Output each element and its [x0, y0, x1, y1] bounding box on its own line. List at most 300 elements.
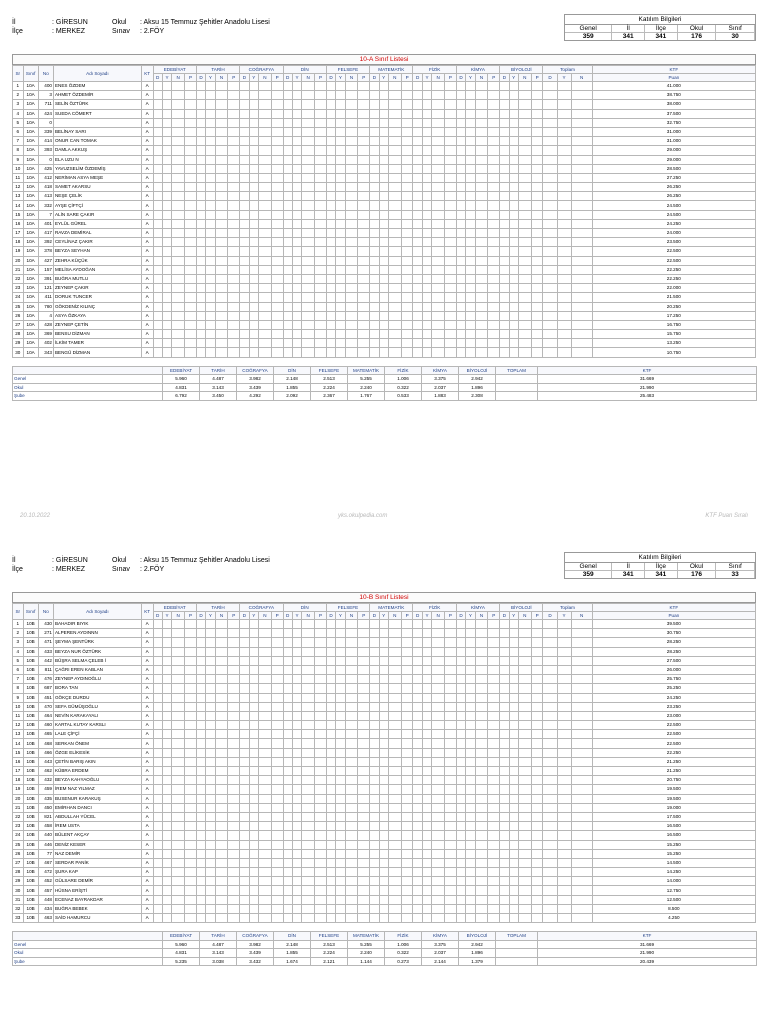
cell-score: [543, 675, 557, 684]
cell-score: [531, 620, 543, 629]
cell-score: [445, 210, 457, 219]
cell-score: [271, 831, 283, 840]
summary-corner: [13, 932, 163, 941]
cell-score: [488, 146, 500, 155]
cell-sinif: 10B: [23, 711, 38, 720]
cell-score: [326, 693, 335, 702]
table-row: [13, 219, 756, 228]
cell-score: [543, 702, 557, 711]
cell-score: [162, 293, 171, 302]
cell-score: [488, 293, 500, 302]
cell-score: [466, 684, 475, 693]
cell-score: [445, 247, 457, 256]
cell-score: [531, 656, 543, 665]
cell-sinif: 10B: [23, 776, 38, 785]
cell-score: [345, 748, 358, 757]
cell-score: [162, 721, 171, 730]
cell-score: [215, 284, 228, 293]
cell-score: [240, 684, 249, 693]
cell-score: [432, 146, 445, 155]
cell-score: [518, 721, 531, 730]
cell-score: [206, 812, 215, 821]
cell-score: [315, 238, 327, 247]
cell-score: [422, 684, 431, 693]
cell-score: [271, 858, 283, 867]
cell-score: [206, 82, 215, 91]
table-row: [13, 693, 756, 702]
cell-score: [345, 849, 358, 858]
cell-score: [388, 201, 401, 210]
cell-score: [162, 822, 171, 831]
cell-kt: A: [141, 109, 153, 118]
cell-score: [571, 849, 592, 858]
cell-score: [509, 886, 518, 895]
cell-score: [315, 849, 327, 858]
cell-score: [475, 302, 488, 311]
cell-puan: 38.000: [592, 100, 755, 109]
cell-score: [413, 118, 422, 127]
cell-no: 476: [38, 675, 53, 684]
cell-score: [326, 137, 335, 146]
cell-score: [531, 831, 543, 840]
cell-score: [185, 192, 197, 201]
cell-score: [543, 339, 557, 348]
cell-score: [315, 693, 327, 702]
cell-score: [196, 127, 205, 136]
cell-score: [162, 711, 171, 720]
cell-score: [162, 877, 171, 886]
cell-sinif: 10A: [23, 302, 38, 311]
cell-score: [413, 256, 422, 265]
cell-score: [228, 192, 240, 201]
cell-score: [215, 219, 228, 228]
cell-score: [500, 877, 509, 886]
cell-score: [196, 684, 205, 693]
cell-score: [571, 320, 592, 329]
cell-sr: 27: [13, 858, 24, 867]
cell-score: [388, 164, 401, 173]
cell-score: [302, 840, 315, 849]
cell-score: [518, 620, 531, 629]
cell-score: [228, 127, 240, 136]
cell-score: [185, 339, 197, 348]
cell-score: [557, 210, 571, 219]
cell-score: [292, 256, 301, 265]
cell-score: [153, 721, 162, 730]
cell-score: [153, 693, 162, 702]
cell-name: BEYZA SEYHAN: [53, 247, 141, 256]
cell-score: [196, 137, 205, 146]
cell-score: [500, 183, 509, 192]
cell-score: [475, 100, 488, 109]
cell-score: [500, 210, 509, 219]
cell-score: [571, 146, 592, 155]
sub-header: N: [475, 74, 488, 82]
cell-score: [315, 155, 327, 164]
cell-score: [475, 849, 488, 858]
cell-score: [557, 330, 571, 339]
cell-score: [302, 348, 315, 357]
cell-score: [488, 721, 500, 730]
cell-score: [172, 238, 185, 247]
cell-score: [518, 320, 531, 329]
cell-score: [162, 757, 171, 766]
cell-score: [336, 849, 345, 858]
cell-score: [240, 155, 249, 164]
cell-score: [153, 620, 162, 629]
cell-score: [422, 192, 431, 201]
cell-score: [240, 137, 249, 146]
cell-score: [336, 82, 345, 91]
cell-sinif: 10A: [23, 219, 38, 228]
cell-score: [345, 702, 358, 711]
cell-no: 452: [38, 877, 53, 886]
cell-score: [185, 183, 197, 192]
cell-score: [172, 757, 185, 766]
cell-score: [358, 183, 370, 192]
cell-score: [249, 785, 258, 794]
cell-sinif: 10A: [23, 109, 38, 118]
cell-score: [413, 721, 422, 730]
cell-score: [249, 757, 258, 766]
subject-header: BİYOLOJİ: [500, 604, 543, 612]
cell-score: [401, 886, 413, 895]
cell-score: [258, 748, 271, 757]
sub-header: P: [401, 612, 413, 620]
cell-score: [302, 748, 315, 757]
cell-score: [531, 730, 543, 739]
sub-header: Y: [379, 612, 388, 620]
cell-score: [557, 127, 571, 136]
cell-score: [379, 339, 388, 348]
cell-score: [336, 812, 345, 821]
cell-sinif: 10A: [23, 118, 38, 127]
cell-sr: 9: [13, 693, 24, 702]
cell-score: [388, 91, 401, 100]
cell-score: [196, 91, 205, 100]
cell-score: [531, 274, 543, 283]
cell-sr: 8: [13, 146, 24, 155]
cell-score: [206, 757, 215, 766]
cell-score: [557, 183, 571, 192]
cell-sr: 2: [13, 629, 24, 638]
cell-score: [249, 82, 258, 91]
cell-score: [336, 238, 345, 247]
cell-score: [196, 665, 205, 674]
cell-score: [315, 109, 327, 118]
cell-score: [358, 886, 370, 895]
cell-score: [445, 794, 457, 803]
cell-score: [240, 665, 249, 674]
cell-score: [445, 684, 457, 693]
cell-score: [185, 831, 197, 840]
cell-name: BENGÜ DİZMAN: [53, 348, 141, 357]
cell-score: [228, 155, 240, 164]
summary-value: 4.487: [200, 375, 237, 384]
cell-score: [249, 91, 258, 100]
cell-score: [228, 629, 240, 638]
cell-kt: A: [141, 311, 153, 320]
cell-score: [509, 339, 518, 348]
cell-kt: A: [141, 137, 153, 146]
cell-score: [388, 302, 401, 311]
cell-score: [283, 665, 292, 674]
cell-score: [445, 118, 457, 127]
cell-score: [358, 210, 370, 219]
cell-score: [240, 256, 249, 265]
cell-score: [531, 702, 543, 711]
cell-score: [345, 711, 358, 720]
cell-score: [543, 229, 557, 238]
cell-score: [240, 904, 249, 913]
cell-score: [215, 914, 228, 923]
cell-score: [509, 721, 518, 730]
cell-score: [271, 711, 283, 720]
cell-score: [302, 877, 315, 886]
cell-score: [185, 785, 197, 794]
cell-score: [445, 767, 457, 776]
cell-score: [185, 647, 197, 656]
cell-score: [432, 656, 445, 665]
summary-value: 2.308: [459, 392, 496, 401]
summary-label-sube: Şube: [13, 392, 163, 401]
cell-score: [240, 711, 249, 720]
cell-score: [509, 274, 518, 283]
cell-score: [215, 302, 228, 311]
cell-score: [302, 201, 315, 210]
cell-score: [206, 767, 215, 776]
cell-name: BUĞRA MUTLU: [53, 274, 141, 283]
cell-score: [228, 118, 240, 127]
cell-score: [466, 757, 475, 766]
cell-score: [258, 155, 271, 164]
cell-name: BAHADIR BIYIK: [53, 620, 141, 629]
cell-score: [518, 877, 531, 886]
cell-score: [413, 293, 422, 302]
cell-score: [258, 173, 271, 182]
cell-score: [466, 748, 475, 757]
cell-puan: 8.500: [592, 904, 755, 913]
cell-score: [543, 812, 557, 821]
cell-score: [445, 348, 457, 357]
cell-sr: 27: [13, 320, 24, 329]
cell-score: [466, 849, 475, 858]
cell-score: [370, 693, 379, 702]
cell-score: [475, 229, 488, 238]
cell-score: [500, 91, 509, 100]
cell-score: [500, 647, 509, 656]
cell-score: [258, 320, 271, 329]
cell-score: [249, 620, 258, 629]
cell-score: [315, 620, 327, 629]
cell-score: [228, 330, 240, 339]
cell-score: [258, 849, 271, 858]
cell-score: [466, 794, 475, 803]
cell-score: [240, 858, 249, 867]
cell-score: [215, 638, 228, 647]
cell-score: [249, 247, 258, 256]
cell-score: [456, 840, 465, 849]
cell-score: [240, 91, 249, 100]
cell-score: [292, 219, 301, 228]
cell-score: [488, 91, 500, 100]
subject-header: DİN: [283, 604, 326, 612]
cell-score: [153, 629, 162, 638]
cell-kt: A: [141, 721, 153, 730]
cell-score: [185, 284, 197, 293]
cell-score: [543, 656, 557, 665]
sub-header: Y: [336, 612, 345, 620]
cell-score: [153, 665, 162, 674]
cell-name: NAZ DEMİR: [53, 849, 141, 858]
cell-name: BÜLENT AKÇAY: [53, 831, 141, 840]
cell-puan: 24.500: [592, 210, 755, 219]
summary-row-okul: [13, 949, 757, 958]
cell-score: [422, 265, 431, 274]
cell-score: [292, 192, 301, 201]
cell-score: [557, 284, 571, 293]
subject-header: FİZİK: [413, 604, 456, 612]
cell-score: [336, 339, 345, 348]
summary-value: 2.367: [311, 392, 348, 401]
cell-score: [185, 330, 197, 339]
cell-name: NEŞE ÇELİK: [53, 192, 141, 201]
subject-header: EDEBİYAT: [153, 66, 196, 74]
cell-name: MELİSA AYDOĞAN: [53, 265, 141, 274]
cell-score: [557, 146, 571, 155]
cell-score: [543, 265, 557, 274]
cell-sinif: 10B: [23, 868, 38, 877]
cell-score: [500, 895, 509, 904]
cell-score: [388, 840, 401, 849]
cell-score: [488, 229, 500, 238]
cell-score: [358, 256, 370, 265]
cell-score: [518, 127, 531, 136]
cell-score: [345, 164, 358, 173]
cell-score: [557, 785, 571, 794]
cell-score: [162, 247, 171, 256]
cell-score: [370, 721, 379, 730]
cell-score: [388, 831, 401, 840]
cell-kt: A: [141, 192, 153, 201]
cell-score: [445, 146, 457, 155]
cell-score: [315, 330, 327, 339]
cell-score: [543, 82, 557, 91]
cell-score: [215, 127, 228, 136]
cell-score: [466, 767, 475, 776]
cell-score: [379, 118, 388, 127]
sub-header: Y: [162, 612, 171, 620]
cell-score: [302, 330, 315, 339]
cell-score: [557, 311, 571, 320]
cell-score: [215, 100, 228, 109]
subject-header: BİYOLOJİ: [500, 66, 543, 74]
cell-score: [302, 109, 315, 118]
cell-score: [388, 330, 401, 339]
cell-score: [543, 192, 557, 201]
cell-score: [162, 739, 171, 748]
cell-score: [509, 812, 518, 821]
cell-score: [283, 877, 292, 886]
sub-header-toplam: D: [543, 74, 557, 82]
cell-score: [283, 293, 292, 302]
cell-score: [488, 210, 500, 219]
cell-score: [249, 118, 258, 127]
cell-score: [228, 274, 240, 283]
cell-sinif: 10A: [23, 339, 38, 348]
cell-score: [388, 702, 401, 711]
cell-score: [249, 895, 258, 904]
cell-score: [196, 776, 205, 785]
cell-score: [258, 868, 271, 877]
cell-score: [240, 693, 249, 702]
footer-date: 20.10.2022: [20, 513, 51, 519]
cell-score: [475, 702, 488, 711]
cell-score: [500, 330, 509, 339]
cell-score: [531, 146, 543, 155]
cell-score: [379, 330, 388, 339]
cell-score: [388, 822, 401, 831]
cell-sr: 21: [13, 265, 24, 274]
column-header-toplam: Toplam: [543, 604, 592, 612]
cell-score: [249, 293, 258, 302]
cell-score: [358, 739, 370, 748]
cell-score: [422, 320, 431, 329]
cell-score: [531, 895, 543, 904]
cell-puan: 23.250: [592, 702, 755, 711]
cell-score: [292, 886, 301, 895]
cell-score: [302, 757, 315, 766]
cell-score: [557, 320, 571, 329]
cell-score: [445, 173, 457, 182]
cell-score: [292, 247, 301, 256]
cell-score: [518, 100, 531, 109]
cell-sr: 19: [13, 247, 24, 256]
cell-score: [358, 155, 370, 164]
cell-no: 467: [38, 858, 53, 867]
cell-score: [292, 840, 301, 849]
sub-header: N: [302, 74, 315, 82]
cell-score: [162, 274, 171, 283]
cell-score: [196, 904, 205, 913]
cell-sinif: 10B: [23, 665, 38, 674]
cell-score: [488, 183, 500, 192]
cell-score: [326, 256, 335, 265]
cell-score: [379, 293, 388, 302]
cell-score: [509, 858, 518, 867]
cell-sr: 15: [13, 748, 24, 757]
cell-score: [215, 721, 228, 730]
cell-score: [456, 794, 465, 803]
cell-score: [379, 274, 388, 283]
cell-score: [401, 91, 413, 100]
cell-score: [401, 629, 413, 638]
cell-score: [422, 284, 431, 293]
cell-score: [215, 146, 228, 155]
cell-score: [326, 822, 335, 831]
cell-score: [571, 100, 592, 109]
cell-score: [557, 886, 571, 895]
cell-score: [432, 858, 445, 867]
cell-score: [466, 803, 475, 812]
cell-score: [162, 348, 171, 357]
cell-score: [358, 247, 370, 256]
cell-score: [413, 311, 422, 320]
cell-score: [445, 238, 457, 247]
table-row: [13, 146, 756, 155]
cell-score: [292, 868, 301, 877]
cell-score: [345, 238, 358, 247]
